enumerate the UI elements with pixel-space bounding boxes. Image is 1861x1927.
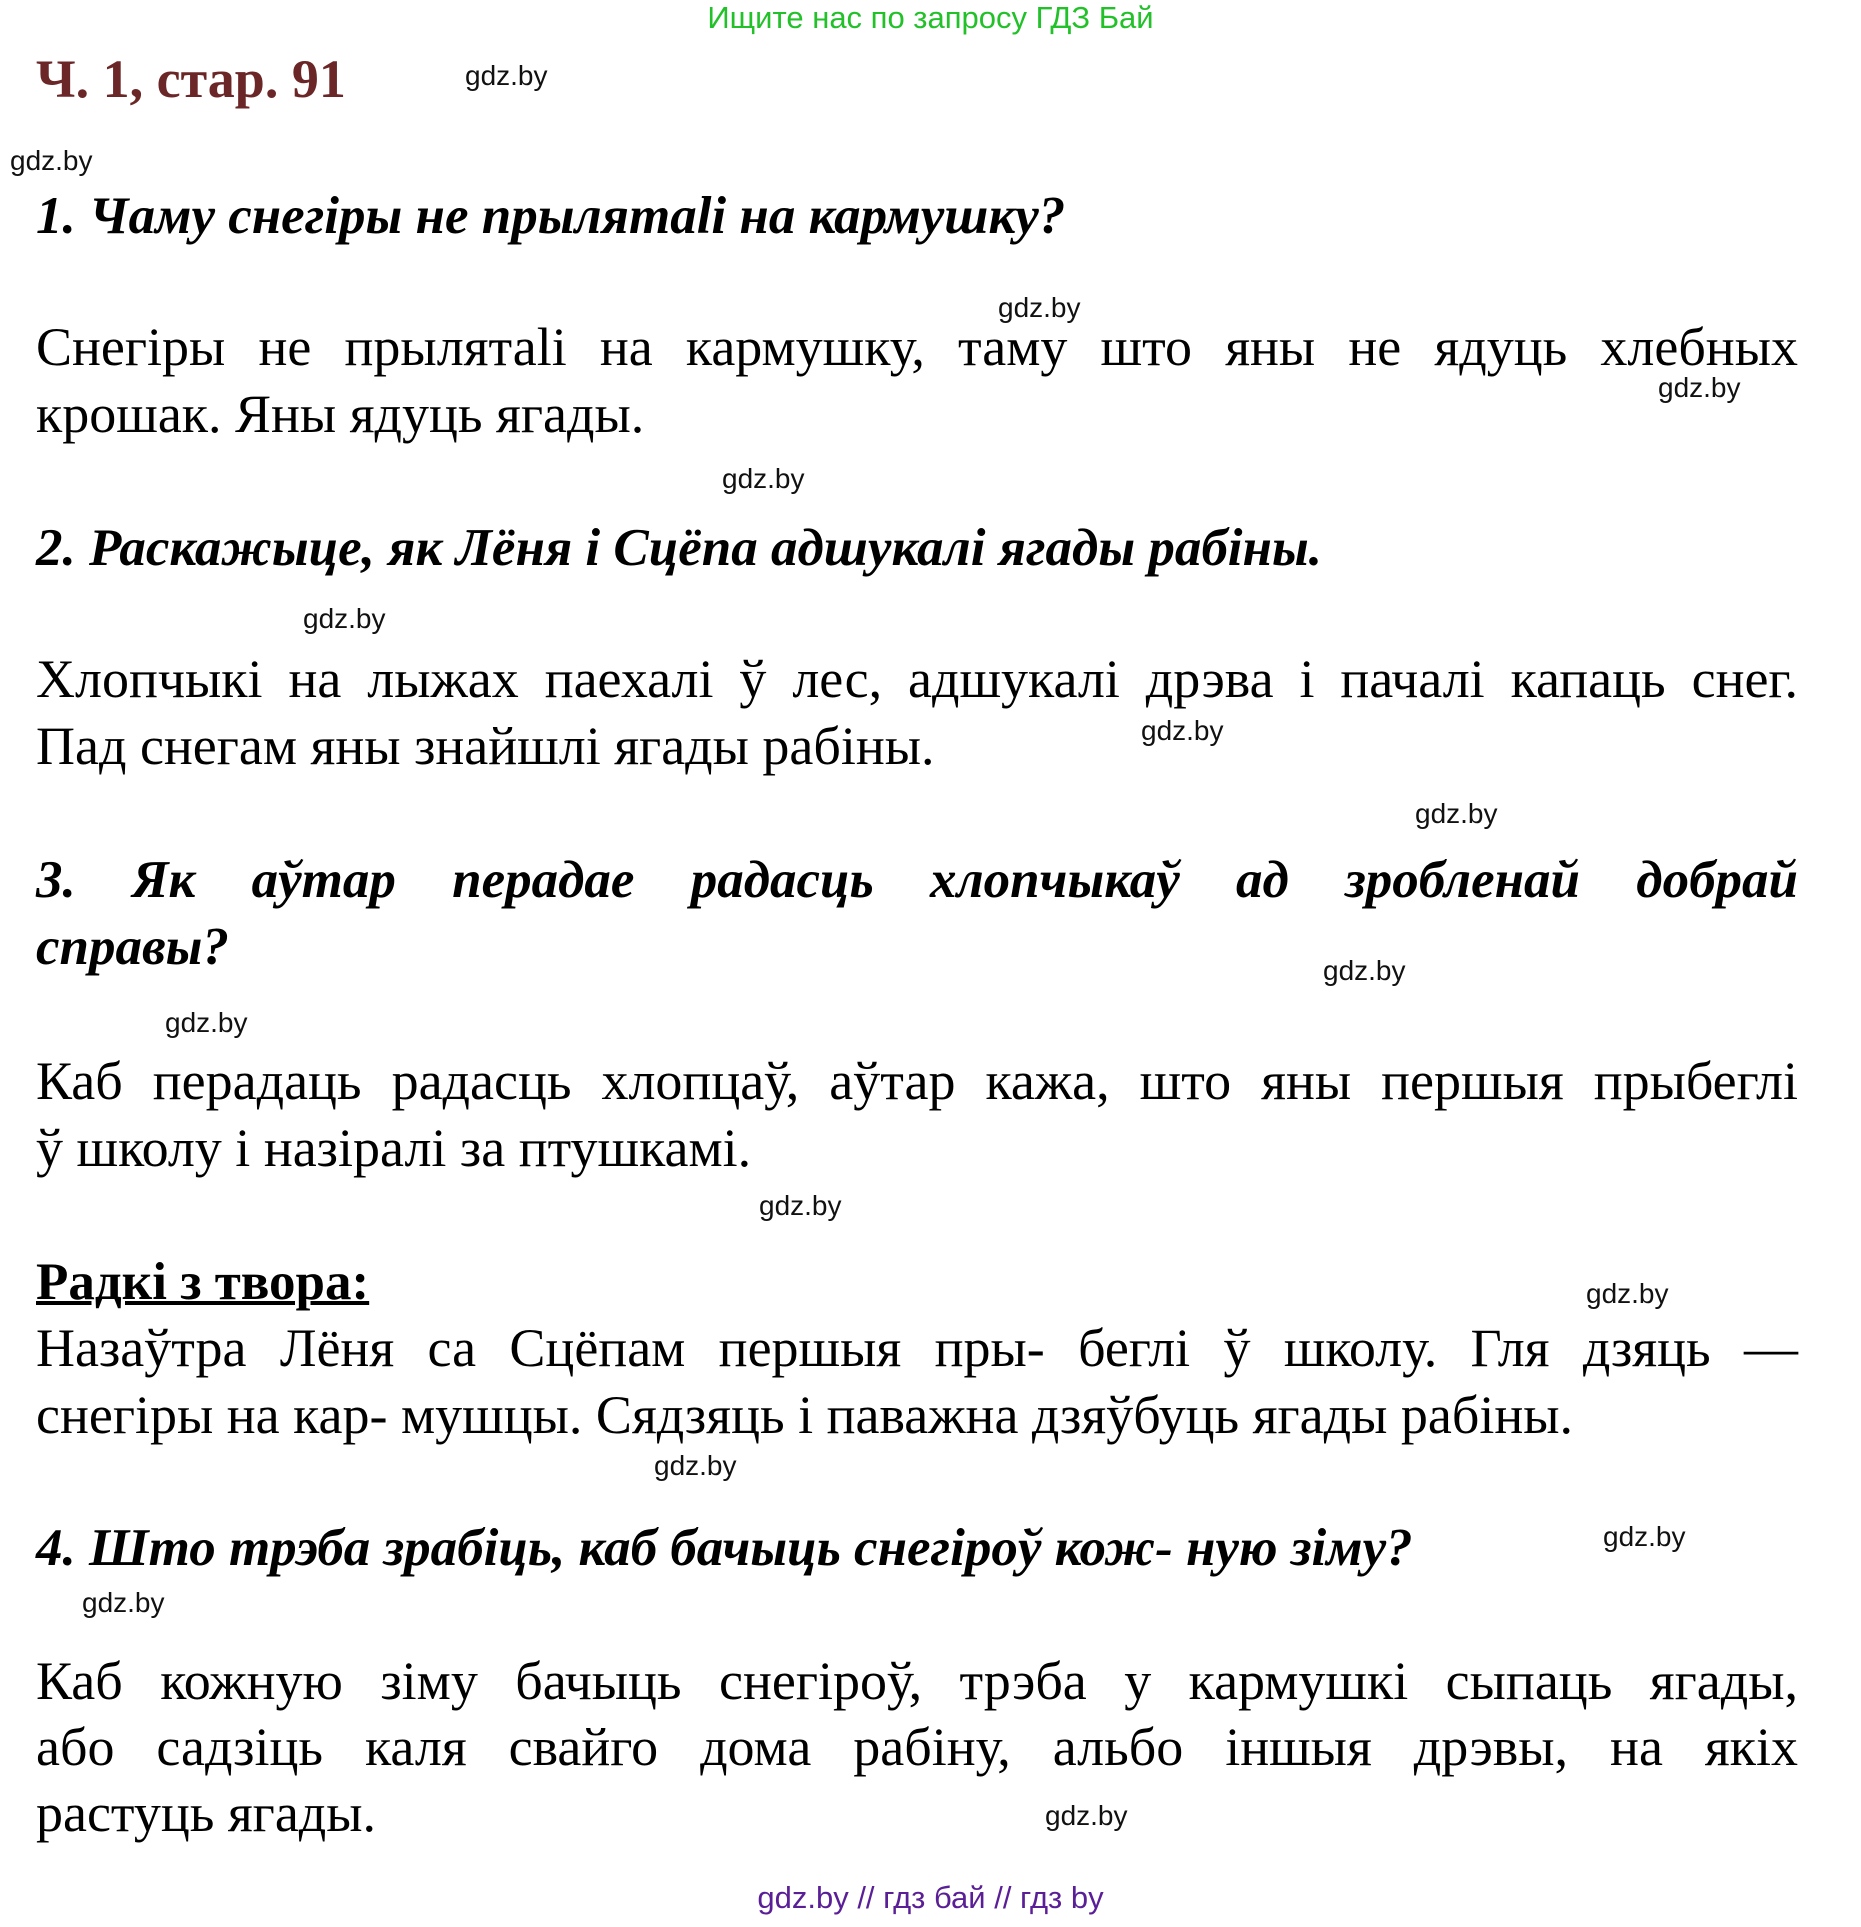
watermark: gdz.by xyxy=(722,463,805,494)
watermark: gdz.by xyxy=(10,145,93,176)
answer-3-line-1: Каб перадаць радасць хлопцаў, аўтар кажа, што яны першыя прыбеглі xyxy=(36,1051,1798,1111)
answer-4-line-3: растуць ягады. xyxy=(36,1783,377,1843)
question-4: 4. Што трэба зрабіць, каб бачыць снегіроў кож- ную зіму? xyxy=(36,1519,1413,1577)
watermark: gdz.by xyxy=(1323,955,1406,986)
watermark: gdz.by xyxy=(1415,798,1498,829)
watermark: gdz.by xyxy=(1586,1278,1669,1309)
watermark: gdz.by xyxy=(759,1190,842,1221)
watermark: gdz.by xyxy=(654,1450,737,1481)
watermark: gdz.by xyxy=(1141,715,1224,746)
watermark: gdz.by xyxy=(303,603,386,634)
watermark: gdz.by xyxy=(165,1007,248,1038)
question-3-line-2: справы? xyxy=(36,918,229,976)
page-title: Ч. 1, стар. 91 xyxy=(36,49,346,109)
answer-3-line-2: ў школу і назіралі за птушкамі. xyxy=(36,1118,752,1178)
answer-2-line-2: Пад снегам яны знайшлі ягады рабіны. xyxy=(36,716,935,776)
answer-4-line-1: Каб кожную зіму бачыць снегіроў, трэба у кармушкі сыпаць ягады, xyxy=(36,1651,1798,1711)
watermark: gdz.by xyxy=(1658,372,1741,403)
question-1: 1. Чаму снегіры не прылятаlі на кармушку? xyxy=(36,187,1066,245)
watermark: gdz.by xyxy=(998,292,1081,323)
excerpt-line-1: Назаўтра Лёня са Сцёпам першыя пры- беглі ў школу. Гля дзяць — xyxy=(36,1318,1798,1378)
watermark: gdz.by xyxy=(82,1587,165,1618)
watermark: gdz.by xyxy=(465,60,548,91)
answer-1-line-2: крошак. Яны ядуць ягады. xyxy=(36,384,645,444)
watermark: gdz.by xyxy=(1603,1521,1686,1552)
question-2: 2. Раскажыце, як Лёня і Сцёпа адшукалі ягады рабіны. xyxy=(36,519,1322,577)
excerpt-line-2: снегіры на кар- мушцы. Сядзяць і паважна дзяўбуць ягады рабіны. xyxy=(36,1385,1573,1445)
question-3-line-1: 3. Як аўтар перадае радасць хлопчыкаў ад зробленай добрай xyxy=(36,851,1798,909)
answer-2-line-1: Хлопчыкі на лыжах паехалі ў лес, адшукалі дрэва і пачалі капаць снег. xyxy=(36,649,1798,709)
watermark: gdz.by xyxy=(1045,1800,1128,1831)
footer-links: gdz.by // гдз бай // гдз by xyxy=(757,1880,1104,1915)
search-banner: Ищите нас по запросу ГДЗ Бай xyxy=(707,0,1154,35)
answer-1-line-1: Снегіры не прылятаlі на кармушку, таму што яны не ядуць хлебных xyxy=(36,317,1798,377)
answer-4-line-2: або садзіць каля свайго дома рабіну, альбо іншыя дрэвы, на якіх xyxy=(36,1717,1798,1777)
excerpt-heading: Радкі з твора: xyxy=(36,1253,370,1311)
